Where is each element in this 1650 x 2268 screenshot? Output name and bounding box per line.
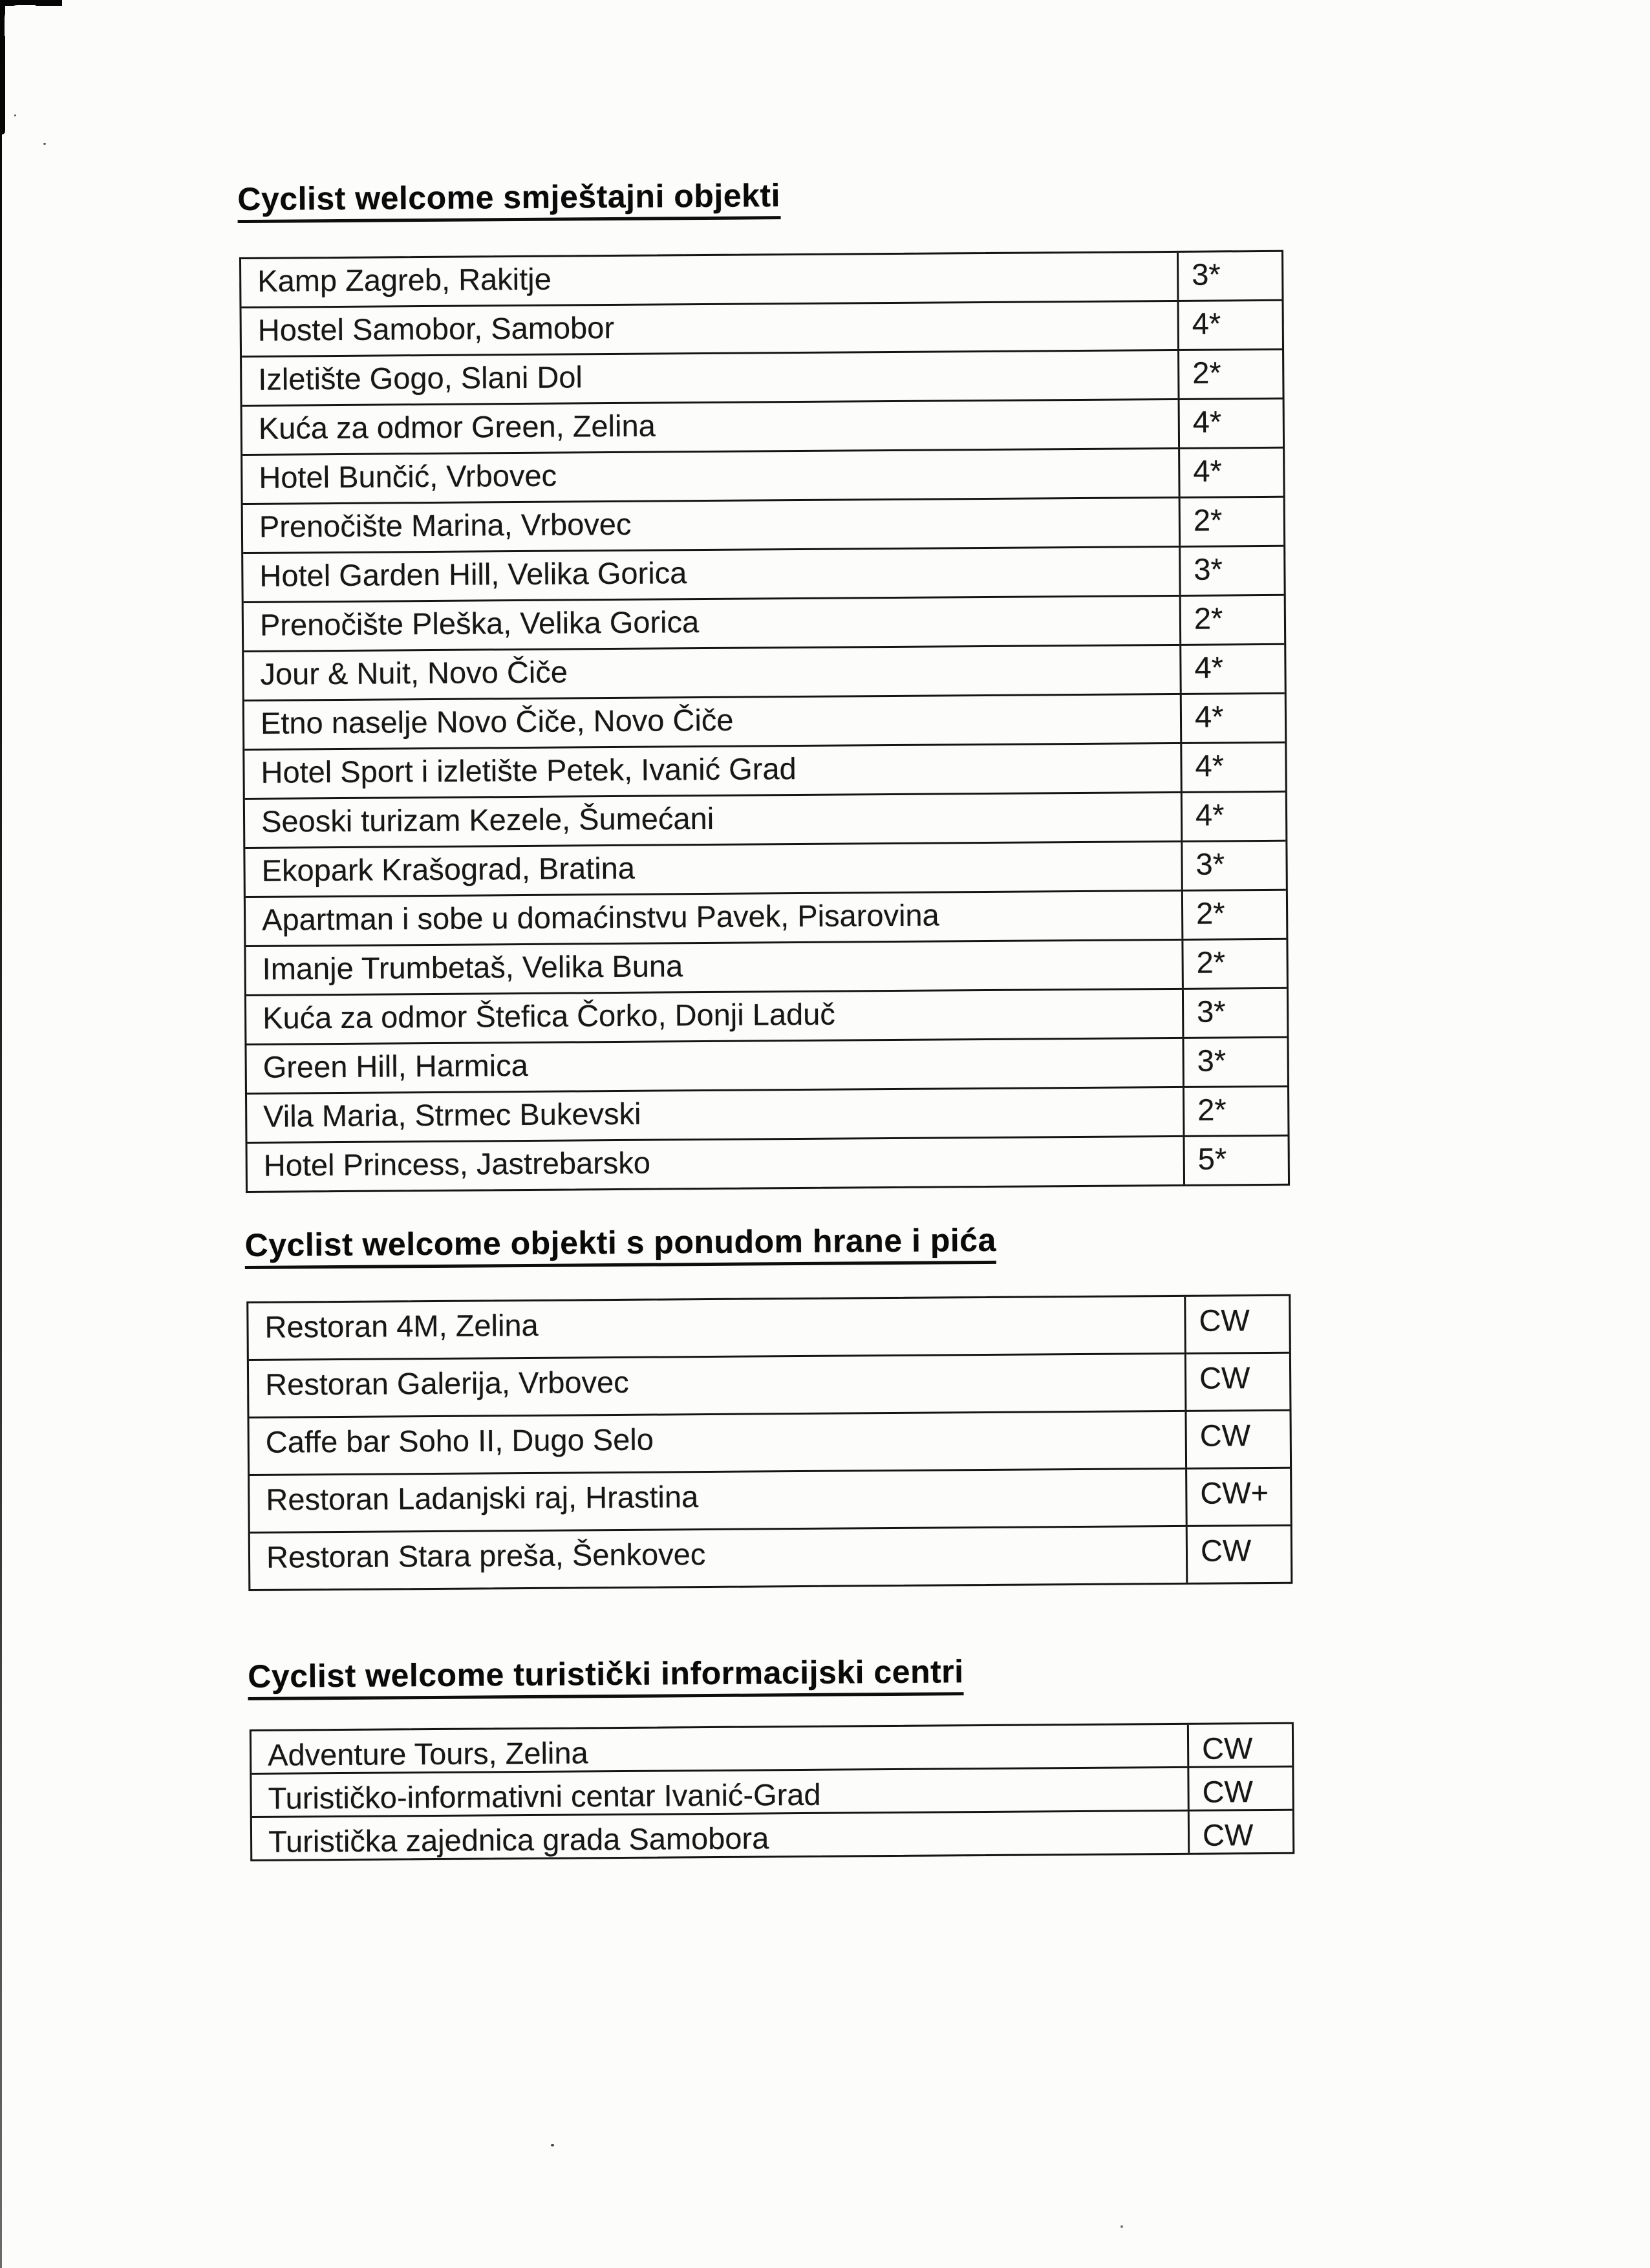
table-row xyxy=(252,1724,1292,1773)
rating-cell: 2* xyxy=(1195,895,1225,931)
rating-cell: 4* xyxy=(1194,699,1224,734)
table-row xyxy=(252,1809,1292,1859)
table-row xyxy=(244,692,1285,749)
rating-cell: 2* xyxy=(1197,1092,1227,1128)
table-row xyxy=(244,594,1284,650)
rating-cell: 3* xyxy=(1196,994,1226,1029)
facility-name-cell: Izletište Gogo, Slani Dol xyxy=(242,351,1179,405)
facility-name-cell: Restoran 4M, Zelina xyxy=(248,1297,1186,1359)
table-row xyxy=(242,447,1283,503)
rating-cell: CW xyxy=(1202,1817,1254,1852)
facility-name-cell: Hotel Sport i izletište Petek, Ivanić Grad xyxy=(244,744,1182,798)
rating-cell: 4* xyxy=(1195,797,1225,833)
accommodation-table xyxy=(239,250,1290,1193)
facility-name-cell: Imanje Trumbetaš, Velika Buna xyxy=(246,941,1183,994)
facility-name-cell: Hotel Princess, Jastrebarsko xyxy=(248,1137,1185,1191)
rating-cell: 4* xyxy=(1195,748,1225,784)
facility-name-cell: Prenočište Marina, Vrbovec xyxy=(243,498,1181,552)
table-row xyxy=(242,348,1282,405)
table-row xyxy=(241,252,1281,306)
table-row xyxy=(245,791,1285,847)
table-row xyxy=(242,398,1283,454)
rating-cell: CW xyxy=(1199,1418,1251,1453)
section-title-food-drink: Cyclist welcome objekti s ponudom hrane i pića xyxy=(244,1223,996,1269)
table-row xyxy=(248,1296,1289,1359)
rating-cell: 3* xyxy=(1194,551,1223,587)
table-row xyxy=(252,1766,1292,1816)
table-row xyxy=(246,938,1286,994)
rating-cell: CW xyxy=(1202,1773,1254,1809)
facility-name-cell: Hotel Bunčić, Vrbovec xyxy=(242,449,1180,503)
facility-name-cell: Restoran Ladanjski raj, Hrastina xyxy=(250,1470,1188,1532)
table-row xyxy=(248,1135,1288,1191)
table-row xyxy=(247,1086,1287,1142)
table-row xyxy=(245,840,1285,896)
facility-name-cell: Prenočište Pleška, Velika Gorica xyxy=(244,597,1181,650)
table-row xyxy=(250,1409,1291,1474)
facility-name-cell: Ekopark Krašograd, Bratina xyxy=(245,842,1183,896)
rating-cell: 3* xyxy=(1195,846,1225,882)
table-row xyxy=(244,742,1285,798)
table-row xyxy=(243,545,1283,601)
rating-cell: 5* xyxy=(1197,1141,1227,1177)
facility-name-cell: Kuća za odmor Green, Zelina xyxy=(242,400,1180,454)
table-row xyxy=(242,299,1282,356)
rating-cell: 3* xyxy=(1197,1043,1227,1078)
facility-name-cell: Restoran Galerija, Vrbovec xyxy=(249,1354,1187,1417)
facility-name-cell: Kamp Zagreb, Rakitje xyxy=(241,253,1179,306)
rating-cell: 2* xyxy=(1192,355,1221,390)
table-row xyxy=(250,1524,1291,1589)
facility-name-cell: Kuća za odmor Štefica Čorko, Donji Laduč xyxy=(246,990,1184,1043)
food-drink-table xyxy=(246,1294,1292,1591)
facility-name-cell: Hostel Samobor, Samobor xyxy=(242,302,1179,356)
facility-name-cell: Seoski turizam Kezele, Šumećani xyxy=(245,793,1183,847)
facility-name-cell: Apartman i sobe u domaćinstvu Pavek, Pisarovina xyxy=(246,892,1183,945)
facility-name-cell: Etno naselje Novo Čiče, Novo Čiče xyxy=(244,695,1182,749)
table-row xyxy=(250,1467,1291,1532)
facility-name-cell: Caffe bar Soho II, Dugo Selo xyxy=(250,1412,1188,1474)
facility-name-cell: Restoran Stara preša, Šenkovec xyxy=(250,1527,1188,1589)
rating-cell: 4* xyxy=(1192,404,1222,440)
table-row xyxy=(246,1036,1287,1093)
rating-cell: CW xyxy=(1201,1730,1253,1766)
tourist-info-table xyxy=(250,1722,1294,1861)
rating-cell: 4* xyxy=(1192,306,1221,341)
table-row xyxy=(243,496,1283,552)
rating-cell: CW xyxy=(1199,1360,1250,1395)
table-row xyxy=(249,1352,1290,1417)
section-title-tourist-info: Cyclist welcome turistički informacijski centri xyxy=(248,1654,964,1700)
facility-name-cell: Turističko-informativni centar Ivanić-Grad xyxy=(252,1768,1189,1816)
table-row xyxy=(244,643,1284,700)
rating-cell: 2* xyxy=(1193,502,1223,538)
facility-name-cell: Turistička zajednica grada Samobora xyxy=(252,1812,1190,1859)
rating-cell: CW xyxy=(1200,1533,1252,1568)
facility-name-cell: Adventure Tours, Zelina xyxy=(252,1725,1189,1773)
rating-cell: CW xyxy=(1199,1303,1250,1338)
rating-cell: 4* xyxy=(1194,650,1224,685)
rating-cell: 2* xyxy=(1196,945,1226,980)
rating-cell: 3* xyxy=(1192,257,1221,292)
table-row xyxy=(246,987,1287,1043)
facility-name-cell: Vila Maria, Strmec Bukevski xyxy=(247,1088,1184,1142)
rating-cell: 2* xyxy=(1194,601,1223,636)
rating-cell: CW+ xyxy=(1200,1475,1269,1510)
facility-name-cell: Jour & Nuit, Novo Čiče xyxy=(244,646,1181,700)
facility-name-cell: Green Hill, Harmica xyxy=(246,1039,1184,1093)
section-title-accommodation: Cyclist welcome smještajni objekti xyxy=(237,178,780,223)
facility-name-cell: Hotel Garden Hill, Velika Gorica xyxy=(243,548,1181,601)
rating-cell: 4* xyxy=(1193,453,1222,489)
table-row xyxy=(246,889,1286,945)
